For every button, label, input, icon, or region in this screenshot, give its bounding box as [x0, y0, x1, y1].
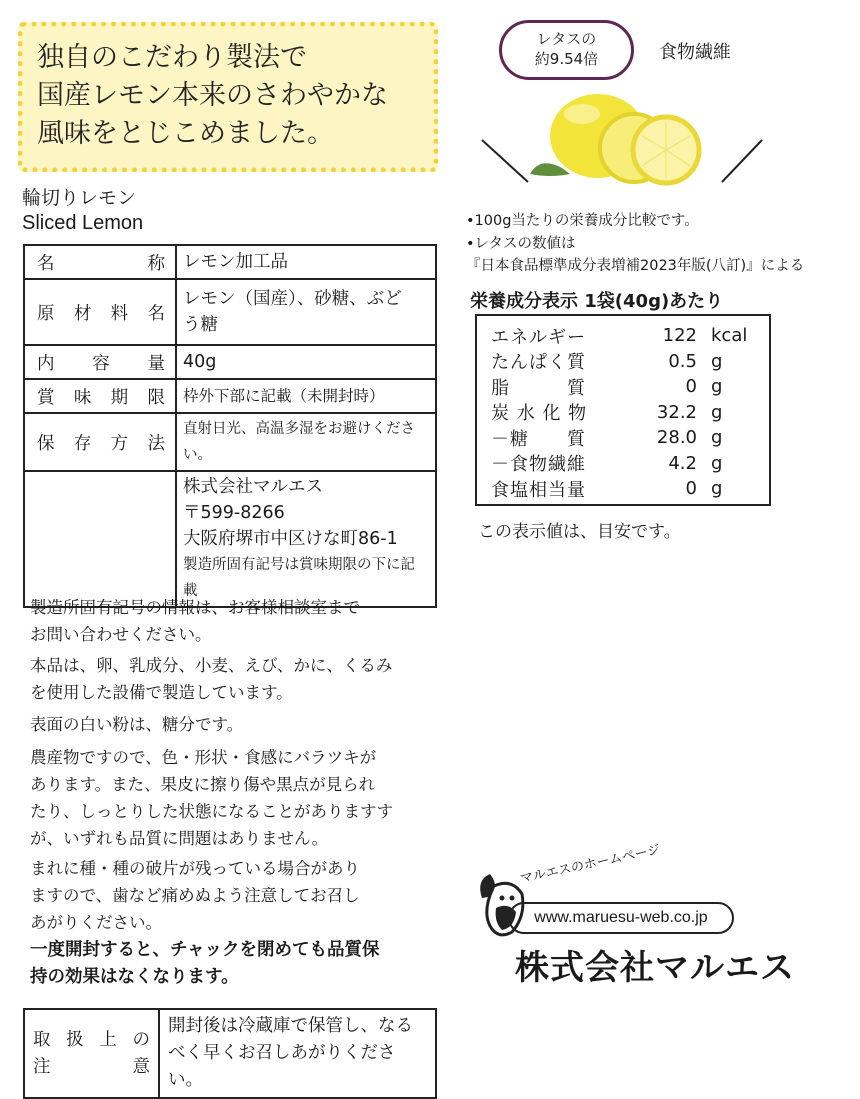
spec-label: 内容量: [24, 345, 176, 379]
notice-line: 農産物ですので、色・形状・食感にバラツキが: [30, 748, 377, 767]
ingredients-line: う糖: [183, 315, 218, 335]
notice-paragraph: [30, 744, 440, 852]
handling-value-line: べく早くお召しあがりください。: [168, 1043, 396, 1090]
notice-line: あがりください。: [30, 913, 162, 932]
spec-row-expiry: [24, 379, 436, 413]
notice-line: 本品は、卵、乳成分、小麦、えび、かに、くるみ: [30, 656, 393, 675]
notice-line: 製造所固有記号の情報は、お客様相談室まで: [30, 598, 360, 617]
product-name-jp: 輪切りレモン: [22, 187, 137, 209]
nutrition-row: －糖 質 28.0 g: [491, 427, 723, 450]
ingredients-line: レモン（国産）、砂糖、ぶど: [183, 289, 402, 309]
notice-line: ますので、歯など痛めぬよう注意してお召し: [30, 886, 360, 905]
notice-line: 持の効果はなくなります。: [30, 967, 239, 987]
maker-note: 製造所固有記号は賞味期限の下に記載: [183, 557, 415, 599]
handling-table: [23, 1008, 437, 1099]
bracket-line-right: [722, 140, 762, 182]
product-name-en: Sliced Lemon: [22, 212, 144, 234]
highlight-line: 国産レモン本来のさわやかな: [37, 80, 388, 111]
notice-paragraph: [30, 652, 440, 706]
notice-line: 表面の白い粉は、糖分です。: [30, 715, 244, 734]
logo-subtitle: マルエスのホームページ: [518, 842, 662, 887]
handling-label: [24, 1009, 159, 1098]
handling-label-line: 取扱上の: [33, 1029, 150, 1050]
spec-label: 賞味期限: [24, 379, 176, 413]
bracket-line-left: [482, 140, 528, 182]
notice-paragraph: [30, 855, 440, 936]
spec-row-content: [24, 345, 436, 379]
spec-row-manufacturer: [24, 471, 436, 607]
highlight-line: 風味をとじこめました。: [37, 118, 334, 149]
nutrition-row: 食塩相当量 0 g: [491, 478, 723, 501]
highlight-line: 独自のこだわり製法で: [37, 42, 307, 73]
handling-value-line: 開封後は冷蔵庫で保管し、なる: [168, 1016, 413, 1036]
company-logo-text: 株式会社マルエス: [515, 948, 795, 988]
handling-value: [159, 1009, 436, 1098]
spec-label: 名称: [24, 245, 176, 279]
notice-line: あります。また、果皮に擦り傷や黒点が見られ: [30, 775, 376, 794]
maker-address: 大阪府堺市中区けな町86-1: [183, 529, 398, 549]
badge-line: 約9.54倍: [534, 50, 599, 68]
notice-warning: [30, 937, 440, 991]
spec-value: [176, 279, 436, 345]
notice-line: お問い合わせください。: [30, 625, 212, 644]
spec-value: 枠外下部に記載（未開封時）: [176, 379, 436, 413]
nutrition-note: この表示値は、目安です。: [478, 522, 681, 542]
product-spec-table: [23, 244, 437, 608]
nutrition-table: [475, 314, 771, 506]
notice-line: を使用した設備で製造しています。: [30, 683, 293, 702]
nutrition-row: －食物繊維 4.2 g: [491, 452, 723, 476]
notice-line: 一度開封すると、チャックを閉めても品質保: [30, 940, 380, 960]
notice-line: まれに種・種の破片が残っている場合があり: [30, 859, 360, 878]
notice-paragraph: [30, 711, 440, 738]
website-url-link[interactable]: www.maruesu-web.co.jp: [508, 902, 734, 934]
comparison-note: •100g当たりの栄養成分比較です。: [466, 213, 699, 229]
spec-label: 保存方法: [24, 413, 176, 471]
nutrition-row: たんぱく質 0.5 g: [491, 350, 723, 374]
nutrition-row: 脂 質 0 g: [491, 376, 723, 399]
nutrition-row: 炭 水 化 物 32.2 g: [491, 401, 723, 425]
badge-line: レタスの: [536, 30, 597, 48]
fiber-label: 食物繊維: [659, 42, 731, 63]
nutrition-title: 栄養成分表示 1袋(40g)あたり: [470, 291, 724, 312]
comparison-note: •レタスの数値は: [466, 236, 576, 252]
notice-line: たり、しっとりした状態になることがありますす: [30, 802, 394, 821]
spec-row-name: [24, 245, 436, 279]
spec-value: 40g: [176, 345, 436, 379]
feature-highlight-box: [18, 22, 438, 172]
handling-label-line: 注意: [33, 1056, 150, 1077]
lemon-illustration: [470, 78, 780, 208]
maker-postal: 〒599-8266: [183, 503, 285, 523]
maker-company: 株式会社マルエス: [183, 477, 323, 497]
spec-label-empty: [24, 471, 176, 607]
nutrition-row: エネルギー 122 kcal: [491, 325, 748, 348]
spec-row-storage: [24, 413, 436, 471]
spec-label: 原材料名: [24, 279, 176, 345]
comparison-note: 『日本食品標準成分表増補2023年版(八訂)』による: [466, 258, 805, 274]
spec-value: [176, 471, 436, 607]
spec-value: レモン加工品: [176, 245, 436, 279]
spec-row-ingredients: [24, 279, 436, 345]
notice-paragraph: [30, 594, 440, 648]
spec-value: 直射日光、高温多湿をお避けください。: [176, 413, 436, 471]
notice-line: が、いずれも品質に問題はありません。: [30, 829, 328, 848]
lettuce-comparison-badge: [499, 20, 634, 80]
